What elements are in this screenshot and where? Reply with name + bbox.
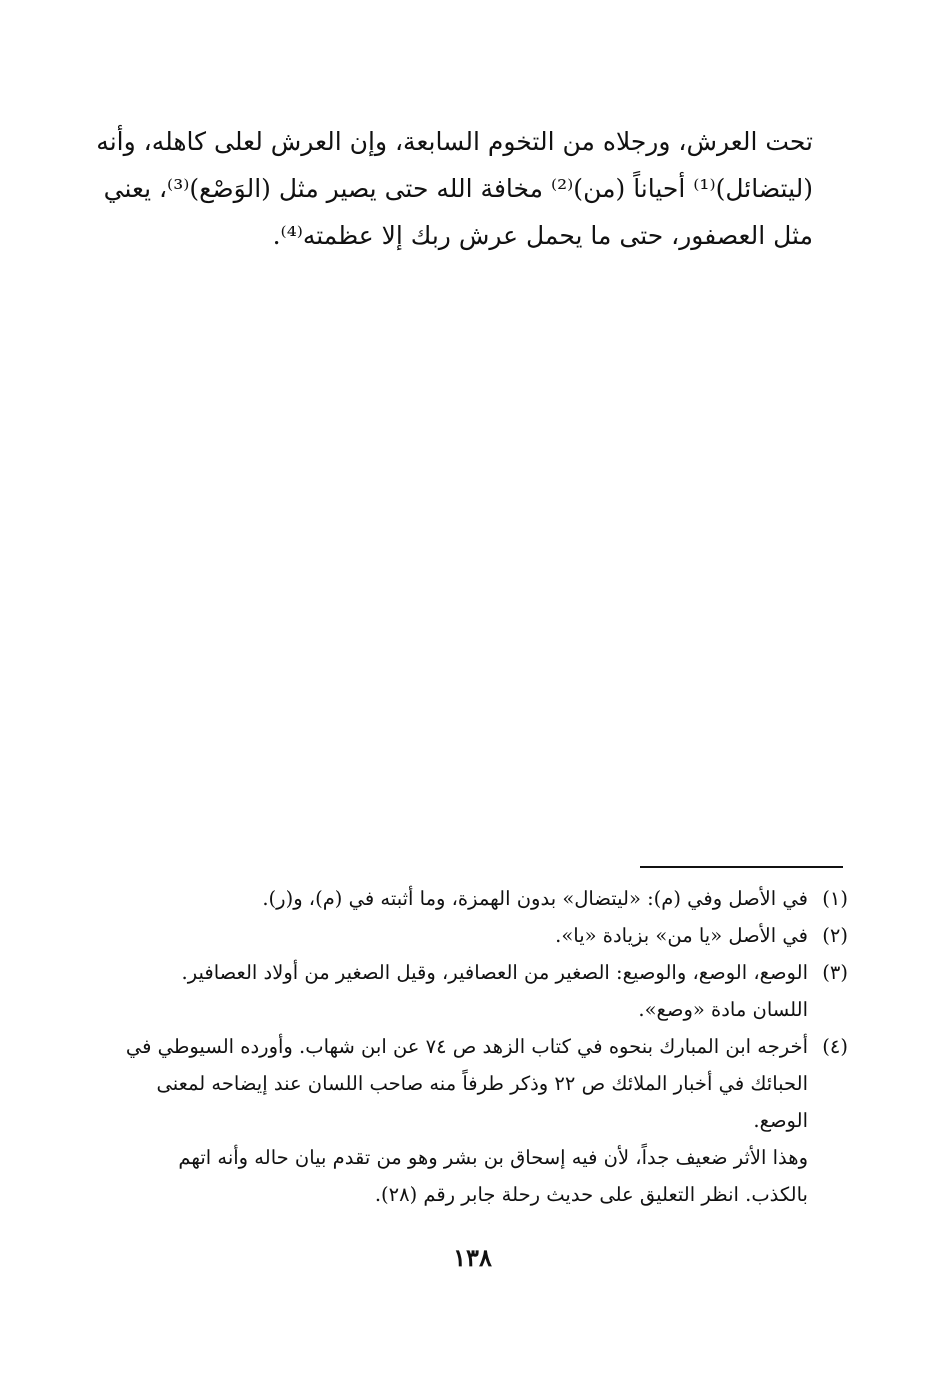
footnote-text: الحبائك في أخبار الملائك ص ٢٢ وذكر طرفاً منه صاحب اللسان عند إيضاحه لمعنى bbox=[156, 1072, 808, 1095]
footnote-number: (٣) bbox=[822, 961, 848, 984]
footnotes bbox=[100, 880, 848, 1213]
footnote-text: أخرجه ابن المبارك بنحوه في كتاب الزهد ص ٧٤ عن ابن شهاب. وأورده السيوطي في bbox=[125, 1035, 808, 1058]
footnote-divider bbox=[640, 866, 843, 868]
main-text bbox=[96, 118, 813, 259]
footnote-1 bbox=[100, 880, 848, 917]
footnote-text: الوصع. bbox=[753, 1109, 808, 1132]
footnote-number: (٤) bbox=[822, 1035, 848, 1058]
footnote-text: الوصع، الوصع، والوصيع: الصغير من العصافير، وقيل الصغير من أولاد العصافير. bbox=[181, 961, 808, 984]
footnote-number: (٢) bbox=[822, 924, 848, 947]
footnote-text: في الأصل وفي (م): «ليتضال» بدون الهمزة، وما أثبته في (م)، و(ر). bbox=[262, 887, 808, 910]
page-number: ١٣٨ bbox=[453, 1243, 492, 1272]
footnote-text: وهذا الأثر ضعيف جداً، لأن فيه إسحاق بن بشر وهو من تقدم بيان حاله وأنه اتهم bbox=[178, 1146, 808, 1169]
footnote-number: (١) bbox=[822, 887, 848, 910]
main-text-line: تحت العرش، ورجلاه من التخوم السابعة، وإن العرش لعلى كاهله، وأنه bbox=[96, 127, 813, 156]
main-text-line: مثل العصفور، حتى ما يحمل عرش ربك إلا عظمته⁽⁴⁾. bbox=[272, 221, 813, 250]
footnote-text: بالكذب. انظر التعليق على حديث رحلة جابر رقم (٢٨). bbox=[374, 1183, 808, 1206]
footnote-2 bbox=[100, 917, 848, 954]
footnote-text: اللسان مادة «وصع». bbox=[638, 998, 808, 1021]
footnote-3 bbox=[100, 954, 848, 1028]
main-text-line: (ليتضائل)⁽¹⁾ أحياناً (من)⁽²⁾ مخافة الله حتى يصير مثل (الوَصْع)⁽³⁾، يعني bbox=[103, 174, 813, 203]
footnote-text: في الأصل «يا من» بزيادة «يا». bbox=[555, 924, 808, 947]
footnote-4 bbox=[100, 1028, 848, 1213]
